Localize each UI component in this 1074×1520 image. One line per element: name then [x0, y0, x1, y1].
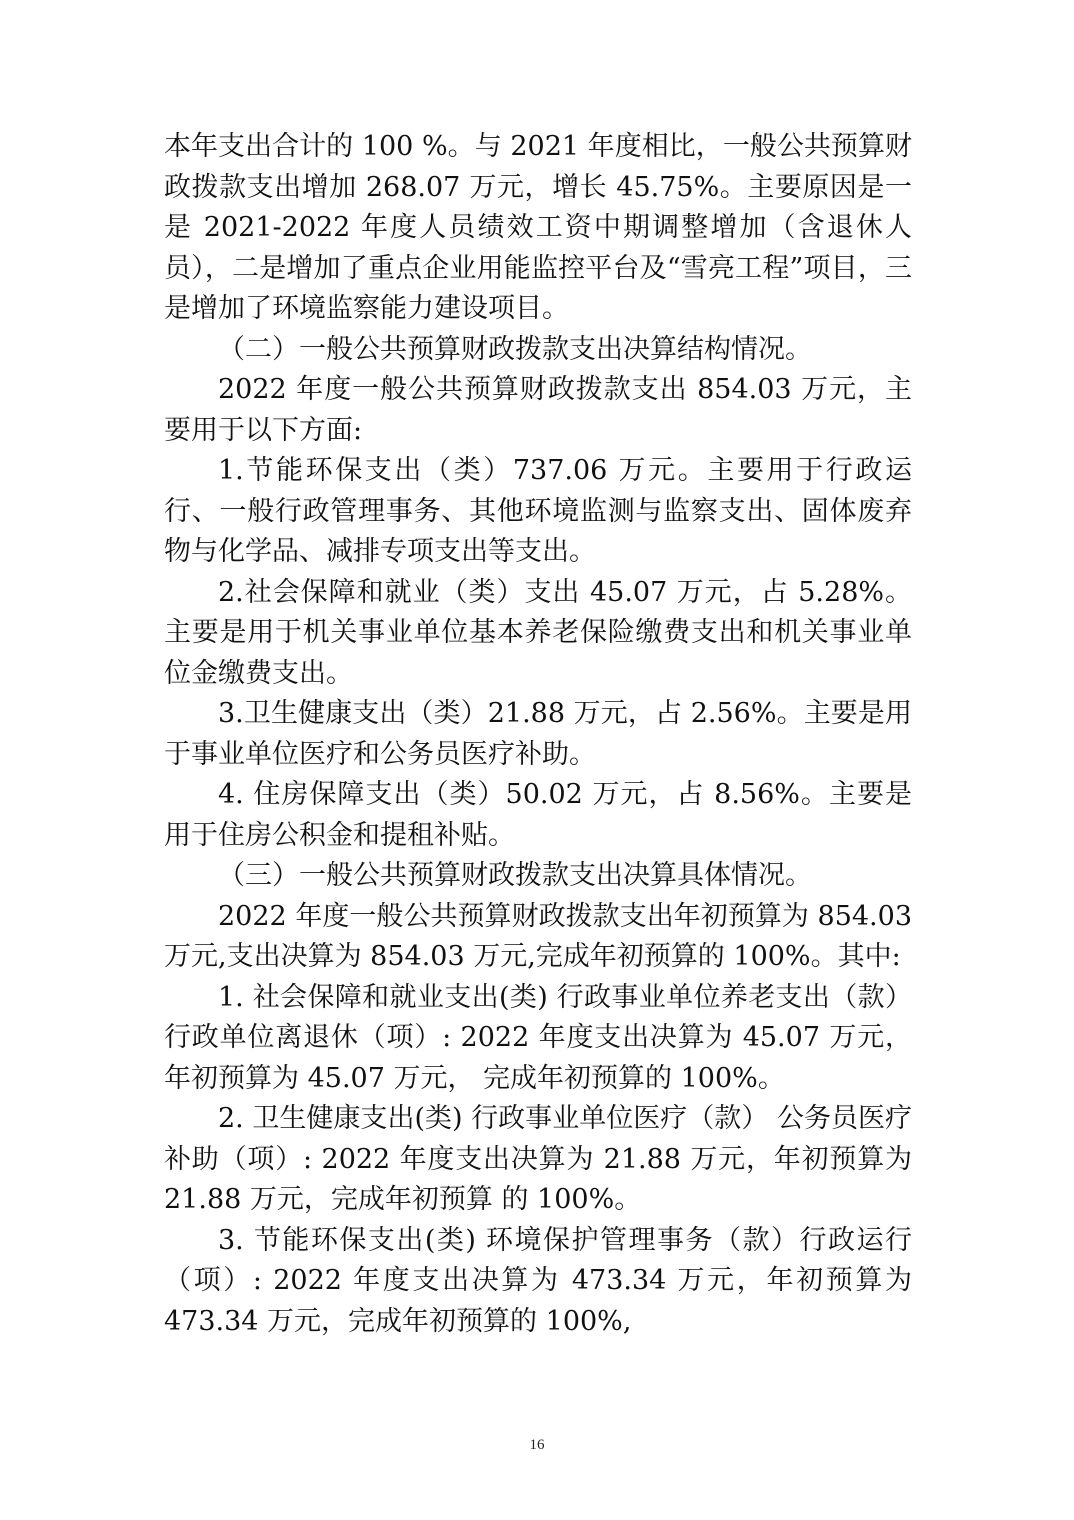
- paragraph-12: 3. 节能环保支出(类) 环境保护管理事务（款）行政运行（项）: 2022 年度支出决算为 473.34 万元，年初预算为 473.34 万元，完成年初预算的 100%,: [164, 1224, 912, 1337]
- paragraph-2: （二）一般公共预算财政拨款支出决算结构情况。: [218, 333, 812, 365]
- page-number: 16: [529, 1437, 545, 1453]
- paragraph-8: （三）一般公共预算财政拨款支出决算具体情况。: [218, 860, 812, 891]
- paragraph-10: 1. 社会保障和就业支出(类) 行政事业单位养老支出（款）行政单位离退休（项）: 2022 年度支出决算为 45.07 万元，年初预算为 45.07 万元， 完成年初预算的 100%。: [164, 981, 912, 1094]
- paragraph-7: 4. 住房保障支出（类）50.02 万元，占 8.56%。主要是用于住房公积金和提租补贴。: [164, 779, 912, 851]
- paragraph-4: 1.节能环保支出（类）737.06 万元。主要用于行政运行、一般行政管理事务、其他环境监测与监察支出、固体废弃物与化学品、减排专项支出等支出。: [164, 455, 912, 567]
- paragraph-3: 2022 年度一般公共预算财政拨款支出 854.03 万元，主要用于以下方面:: [164, 374, 912, 446]
- paragraph-5: 2.社会保障和就业（类）支出 45.07 万元，占 5.28%。主要是用于机关事业单位基本养老保险缴费支出和机关事业单位金缴费支出。: [164, 576, 912, 689]
- paragraph-9: 2022 年度一般公共预算财政拨款支出年初预算为 854.03 万元,支出决算为 854.03 万元,完成年初预算的 100%。其中:: [164, 900, 912, 972]
- body-text: [164, 127, 912, 1342]
- paragraph-1: 本年支出合计的 100 %。与 2021 年度相比，一般公共预算财政拨款支出增加 268.07 万元，增长 45.75%。主要原因是一是 2021-2022 年度人员绩效工资中期调整增加（含退休人员），二是增加了重点企业用能监控平台及“雪亮工程”项目，三是增加了环境监察能力建设项目。: [164, 131, 912, 324]
- paragraph-6: 3.卫生健康支出（类）21.88 万元，占 2.56%。主要是用于事业单位医疗和公务员医疗补助。: [164, 698, 912, 770]
- paragraph-11: 2. 卫生健康支出(类) 行政事业单位医疗（款） 公务员医疗补助（项）: 2022 年度支出决算为 21.88 万元，年初预算为 21.88 万元，完成年初预算 的 100%。: [164, 1103, 912, 1215]
